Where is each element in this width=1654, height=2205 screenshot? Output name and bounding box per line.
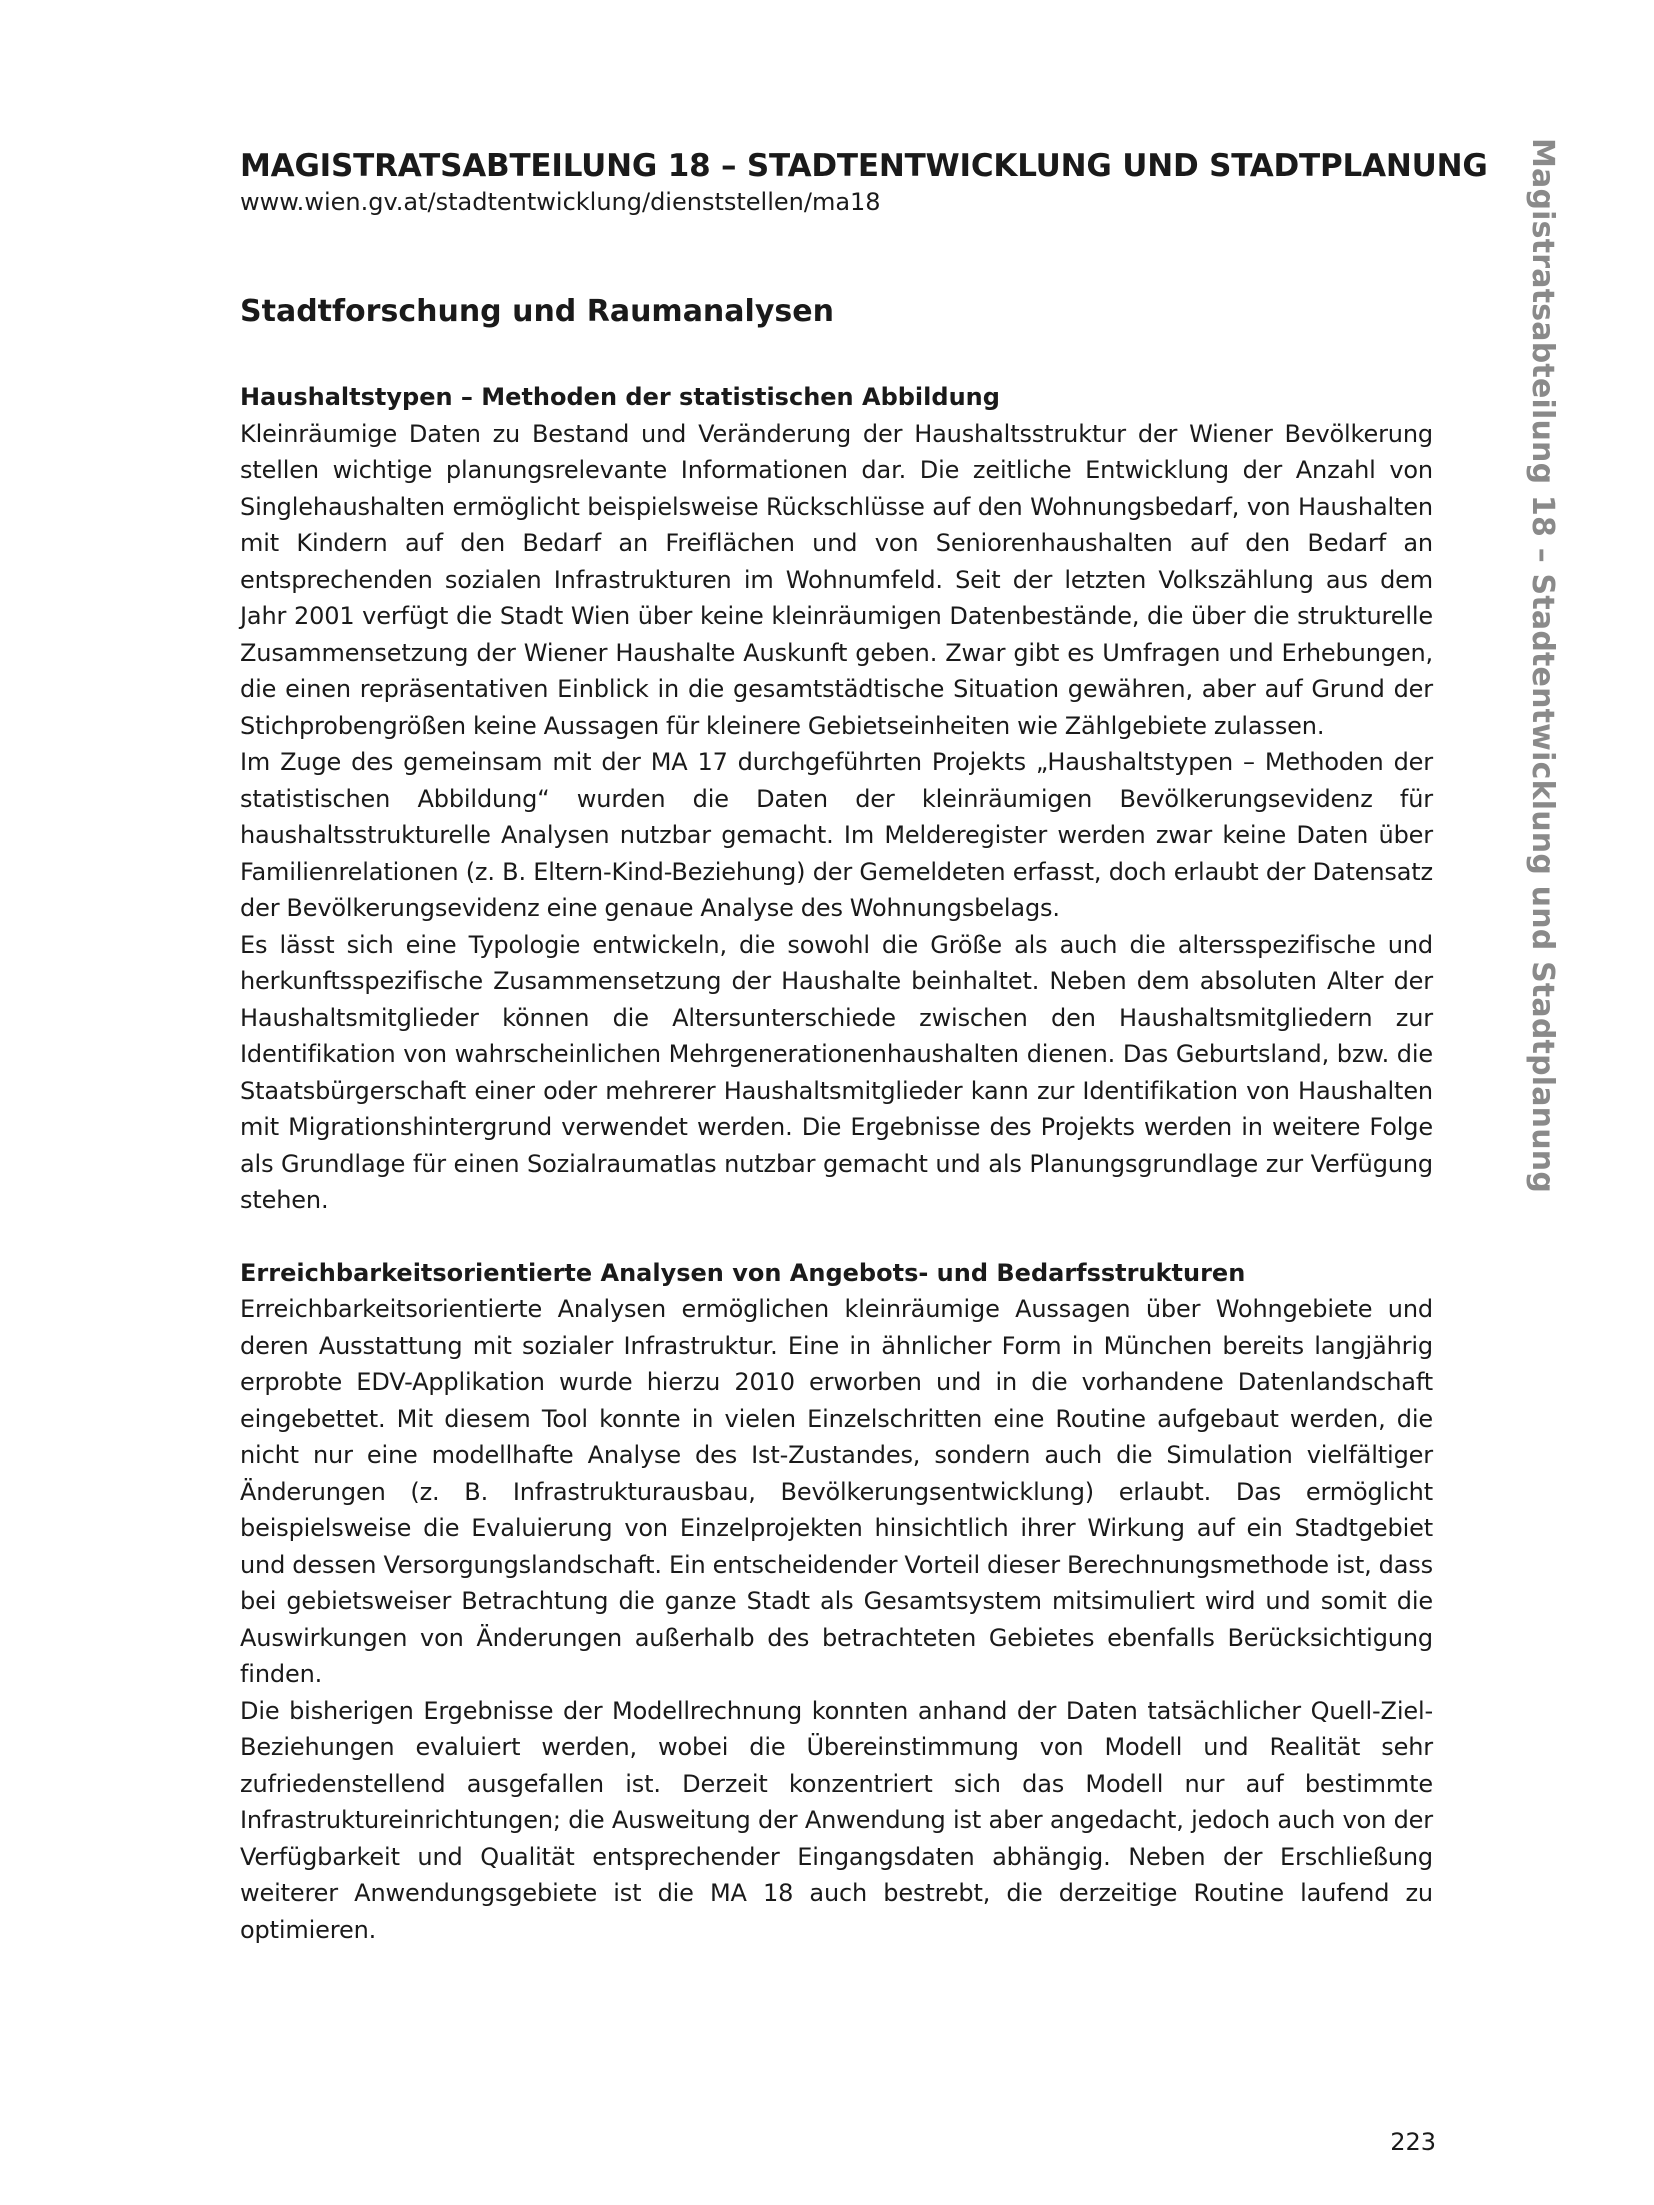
paragraph: Im Zuge des gemeinsam mit der MA 17 durchgeführten Projekts „Haushaltstypen – Methoden der statistischen Abbildung“ wurden die Daten der kleinräumigen Bevölkerungsevidenz für haushaltsstrukturelle Analysen nutzbar gemacht. Im Melderegister werden zwar keine Daten über Familienrelationen (z. B. Eltern-Kind-Beziehung) der Gemeldeten erfasst, doch erlaubt der Datensatz der Bevölkerungsevidenz eine genaue Analyse des Wohnungsbelags. bbox=[240, 748, 1433, 922]
subsection-heading-erreichbarkeit: Erreichbarkeitsorientierte Analysen von Angebots- und Bedarfsstrukturen bbox=[240, 1258, 1246, 1287]
page-number: 223 bbox=[1390, 2128, 1436, 2156]
department-url: www.wien.gv.at/stadtentwicklung/dienststellen/ma18 bbox=[240, 188, 881, 216]
paragraph: Kleinräumige Daten zu Bestand und Veränderung der Haushaltsstruktur der Wiener Bevölkerung stellen wichtige planungsrelevante Informationen dar. Die zeitliche Entwicklung der Anzahl von Singlehaushalten ermöglicht beispielsweise Rückschlüsse auf den Wohnungsbedarf, von Haushalten mit Kindern auf den Bedarf an Freiflächen und von Seniorenhaushalten auf den Bedarf an entsprechenden sozialen Infrastrukturen im Wohnumfeld. Seit der letzten Volkszählung aus dem Jahr 2001 verfügt die Stadt Wien über keine kleinräumigen Datenbestände, die über die strukturelle Zusammensetzung der Wiener Haushalte Auskunft geben. Zwar gibt es Umfragen und Erhebungen, die einen repräsentativen Einblick in die gesamtstädtische Situation gewähren, aber auf Grund der Stichprobengrößen keine Aussagen für kleinere Gebietseinheiten wie Zählgebiete zulassen. bbox=[240, 419, 1433, 740]
paragraph: Es lässt sich eine Typologie entwickeln, die sowohl die Größe als auch die altersspezifische und herkunftsspezifische Zusammensetzung der Haushalte beinhaltet. Neben dem absoluten Alter der Haushaltsmitglieder können die Altersunterschiede zwischen den Haushaltsmitgliedern zur Identifikation von wahrscheinlichen Mehrgenerationenhaushalten dienen. Das Geburtsland, bzw. die Staatsbürgerschaft einer oder mehrerer Haushaltsmitglieder kann zur Identifikation von Haushalten mit Migrationshintergrund verwendet werden. Die Ergebnisse des Projekts werden in weitere Folge als Grundlage für einen Sozialraumatlas nutzbar gemacht und als Planungsgrundlage zur Verfügung stehen. bbox=[240, 930, 1433, 1214]
department-title: MAGISTRATSABTEILUNG 18 – STADTENTWICKLUNG UND STADTPLANUNG bbox=[240, 148, 1488, 184]
paragraph: Die bisherigen Ergebnisse der Modellrechnung konnten anhand der Daten tatsächlicher Quell-Ziel-Beziehungen evaluiert werden, wobei die Übereinstimmung von Modell und Realität sehr zufriedenstellend ausgefallen ist. Derzeit konzentriert sich das Modell nur auf bestimmte Infrastruktureinrichtungen; die Ausweitung der Anwendung ist aber angedacht, jedoch auch von der Verfügbarkeit und Qualität entsprechender Eingangsdaten abhängig. Neben der Erschließung weiterer Anwendungsgebiete ist die MA 18 auch bestrebt, die derzeitige Routine laufend zu optimieren. bbox=[240, 1696, 1433, 1944]
paragraph: Erreichbarkeitsorientierte Analysen ermöglichen kleinräumige Aussagen über Wohngebiete und deren Ausstattung mit sozialer Infrastruktur. Eine in ähnlicher Form in München bereits langjährig erprobte EDV-Applikation wurde hierzu 2010 erworben und in die vorhandene Datenlandschaft eingebettet. Mit diesem Tool konnte in vielen Einzelschritten eine Routine aufgebaut werden, die nicht nur eine modellhafte Analyse des Ist-Zustandes, sondern auch die Simulation vielfältiger Änderungen (z. B. Infrastrukturausbau, Bevölkerungsentwicklung) erlaubt. Das ermöglicht beispielsweise die Evaluierung von Einzelprojekten hinsichtlich ihrer Wirkung auf ein Stadtgebiet und dessen Versorgungslandschaft. Ein entscheidender Vorteil dieser Berechnungsmethode ist, dass bei gebietsweiser Betrachtung die ganze Stadt als Gesamtsystem mitsimuliert wird und somit die Auswirkungen von Änderungen außerhalb des betrachteten Gebietes ebenfalls Berücksichtigung finden. bbox=[240, 1295, 1433, 1688]
section-title: Stadtforschung und Raumanalysen bbox=[240, 294, 834, 329]
subsection-heading-haushaltstypen: Haushaltstypen – Methoden der statistischen Abbildung bbox=[240, 383, 1000, 411]
page-content bbox=[240, 146, 1488, 1948]
side-running-title: Magistratsabteilung 18 – Stadtentwicklung und Stadtplanung bbox=[1525, 138, 1560, 1194]
